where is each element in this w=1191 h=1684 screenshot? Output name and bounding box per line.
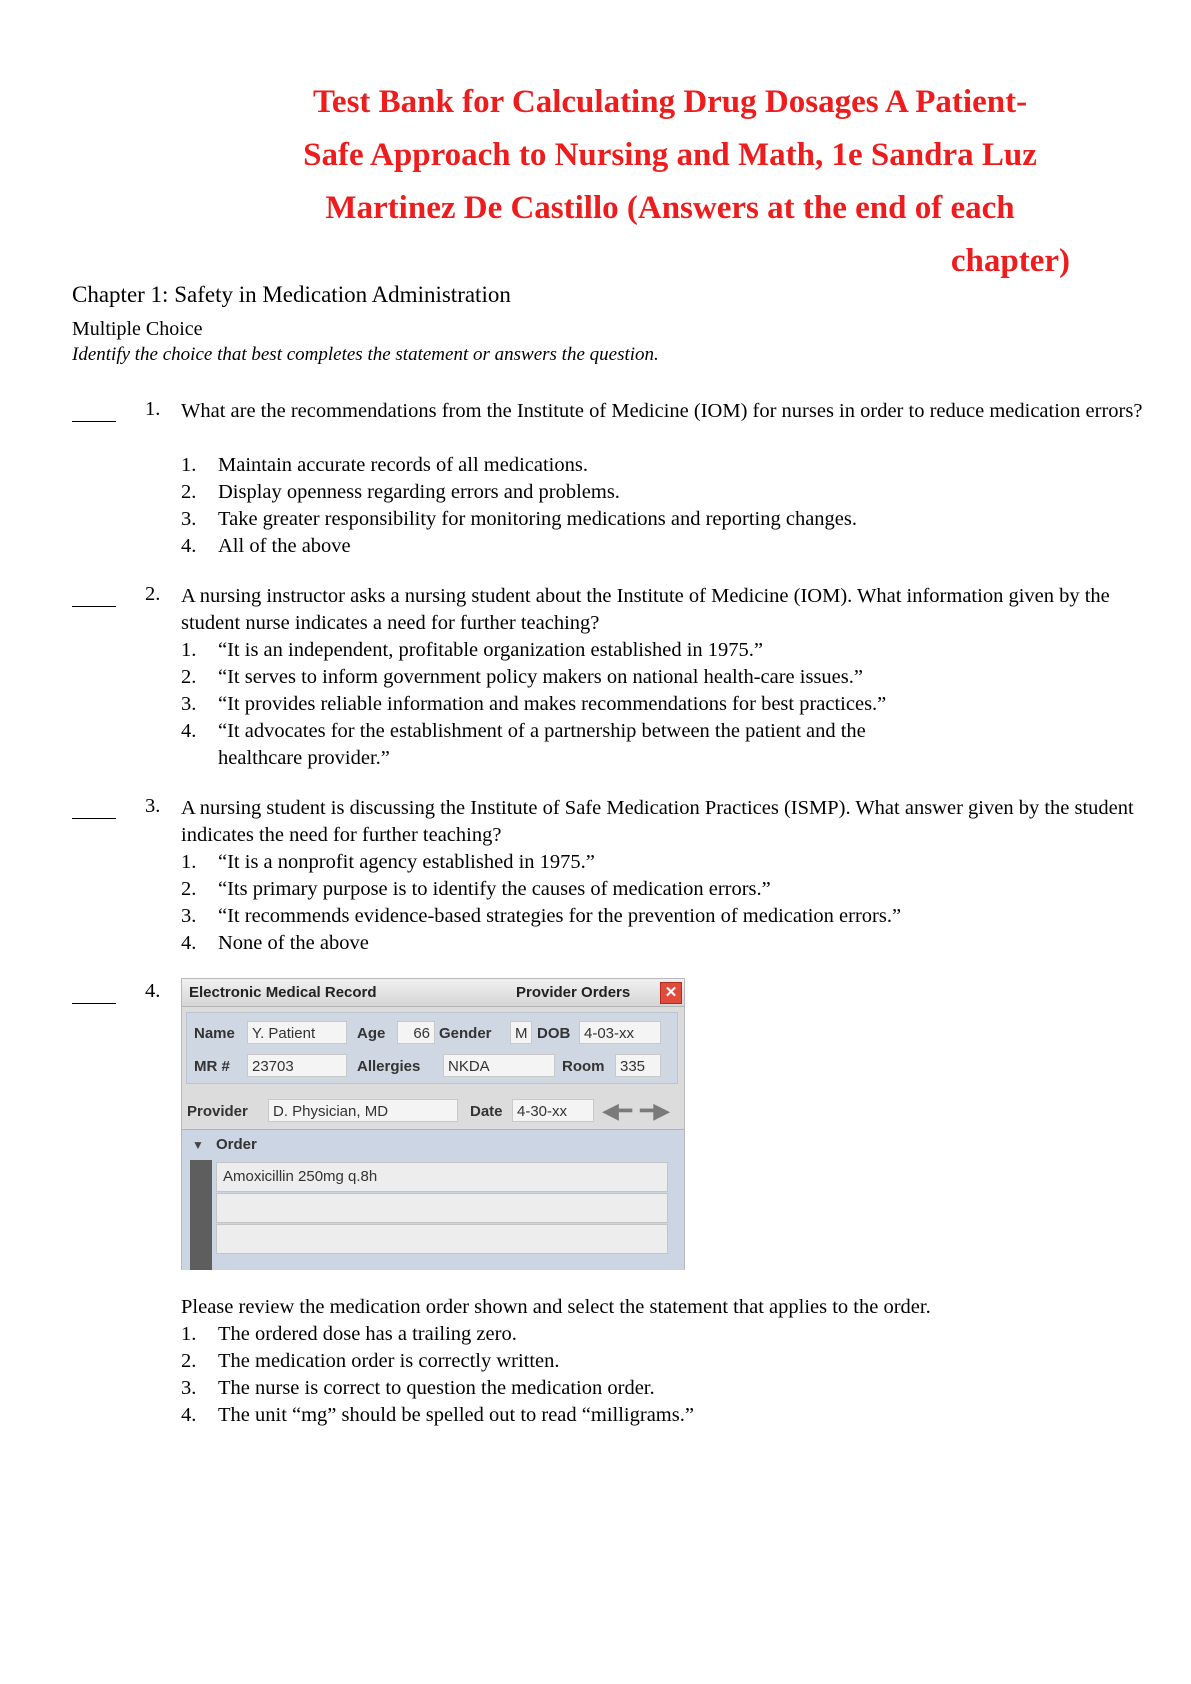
- option-number: 3.: [181, 693, 197, 715]
- option: [181, 664, 941, 691]
- option-text: “It serves to inform government policy makers on national health-care issues.”: [218, 666, 863, 688]
- option-list: [181, 1321, 1131, 1429]
- option-text: “It recommends evidence-based strategies for the prevention of medication errors.”: [218, 905, 902, 927]
- dob-label: DOB: [537, 1025, 571, 1042]
- chapter-heading: Chapter 1: Safety in Medication Administration: [72, 282, 511, 307]
- question-stem: Please review the medication order shown and select the statement that applies to the order.: [181, 1296, 931, 1318]
- title-line-4: chapter): [950, 243, 1070, 279]
- allergies-label: Allergies: [357, 1058, 421, 1075]
- order-label: Order: [216, 1136, 257, 1153]
- mr-field: 23703: [247, 1054, 347, 1077]
- emr-title-bar: [182, 979, 684, 1007]
- answer-blank[interactable]: [72, 980, 116, 1004]
- option: [181, 718, 941, 772]
- allergies-field: NKDA: [443, 1054, 555, 1077]
- order-row: [216, 1224, 668, 1254]
- option: [181, 452, 1131, 479]
- option-list: [181, 637, 941, 772]
- option-text: All of the above: [218, 535, 351, 557]
- question-number: 4.: [145, 980, 161, 1002]
- dob-field: 4-03-xx: [579, 1021, 661, 1044]
- option-number: 2.: [181, 481, 197, 503]
- title-line-3: Martinez De Castillo (Answers at the end of each: [325, 190, 1015, 226]
- option-number: 4.: [181, 932, 197, 954]
- document-title: [255, 76, 1085, 288]
- option-list: [181, 849, 1131, 957]
- option-number: 2.: [181, 666, 197, 688]
- instructions: Identify the choice that best completes the statement or answers the question.: [72, 344, 659, 365]
- collapse-triangle-icon[interactable]: ▼: [192, 1138, 204, 1152]
- mr-label: MR #: [194, 1058, 230, 1075]
- name-label: Name: [194, 1025, 235, 1042]
- option-text: The ordered dose has a trailing zero.: [218, 1323, 517, 1345]
- option-text: Display openness regarding errors and problems.: [218, 481, 620, 503]
- order-row: Amoxicillin 250mg q.8h: [216, 1162, 668, 1192]
- option-text: Maintain accurate records of all medications.: [218, 454, 588, 476]
- patient-info-panel: [186, 1012, 678, 1084]
- question-stem: A nursing student is discussing the Institute of Safe Medication Practices (ISMP). What answer given by the student indicates the need for further teaching?: [181, 797, 1134, 846]
- option-text: Take greater responsibility for monitoring medications and reporting changes.: [218, 508, 858, 530]
- answer-blank[interactable]: [72, 583, 116, 607]
- question-stem: What are the recommendations from the Institute of Medicine (IOM) for nurses in order to reduce medication errors?: [181, 400, 1143, 422]
- date-label: Date: [470, 1103, 503, 1120]
- close-icon[interactable]: ✕: [660, 982, 682, 1004]
- back-arrow-icon[interactable]: ◀━: [602, 1098, 633, 1123]
- option: [181, 506, 1131, 533]
- option: [181, 1321, 1131, 1348]
- option-text: “Its primary purpose is to identify the causes of medication errors.”: [218, 878, 771, 900]
- gender-field: M: [510, 1021, 532, 1044]
- room-field: 335: [615, 1054, 661, 1077]
- option-text: “It provides reliable information and makes recommendations for best practices.”: [218, 693, 887, 715]
- order-row: [216, 1193, 668, 1223]
- date-field: 4-30-xx: [512, 1099, 594, 1122]
- option-text: “It advocates for the establishment of a partnership between the patient and the healthcare provider.”: [218, 720, 866, 769]
- option-list: [181, 452, 1131, 560]
- title-line-1: Test Bank for Calculating Drug Dosages A Patient-: [312, 84, 1028, 120]
- option-text: The medication order is correctly written.: [218, 1350, 560, 1372]
- order-section: [182, 1129, 684, 1270]
- answer-blank[interactable]: [72, 398, 116, 422]
- option-text: “It is an independent, profitable organization established in 1975.”: [218, 639, 763, 661]
- option-number: 4.: [181, 720, 197, 742]
- provider-label: Provider: [187, 1103, 248, 1120]
- option: [181, 479, 1131, 506]
- gender-label: Gender: [439, 1025, 492, 1042]
- answer-blank[interactable]: [72, 795, 116, 819]
- option-text: None of the above: [218, 932, 369, 954]
- provider-orders-title: Provider Orders: [516, 984, 631, 1001]
- option-text: The nurse is correct to question the medication order.: [218, 1377, 655, 1399]
- option-number: 2.: [181, 1350, 197, 1372]
- option: [181, 849, 1131, 876]
- option-number: 4.: [181, 1404, 197, 1426]
- question-number: 1.: [145, 398, 161, 420]
- option: [181, 1402, 1131, 1429]
- option: [181, 876, 1131, 903]
- provider-field: D. Physician, MD: [268, 1099, 458, 1122]
- name-field: Y. Patient: [247, 1021, 347, 1044]
- age-field: 66: [397, 1021, 435, 1044]
- option: [181, 903, 1131, 930]
- order-sidebar: [190, 1160, 212, 1270]
- option-number: 1.: [181, 1323, 197, 1345]
- option-number: 1.: [181, 454, 197, 476]
- option: [181, 930, 1131, 957]
- option-number: 3.: [181, 508, 197, 530]
- question-number: 3.: [145, 795, 161, 817]
- option-number: 3.: [181, 905, 197, 927]
- room-label: Room: [562, 1058, 605, 1075]
- option: [181, 533, 1131, 560]
- option-number: 3.: [181, 1377, 197, 1399]
- option-number: 1.: [181, 851, 197, 873]
- question-stem: A nursing instructor asks a nursing student about the Institute of Medicine (IOM). What information given by the student nurse indicates a need for further teaching?: [181, 585, 1110, 634]
- option-number: 4.: [181, 535, 197, 557]
- option: [181, 1375, 1131, 1402]
- option: [181, 691, 941, 718]
- section-label: Multiple Choice: [72, 318, 203, 340]
- emr-window: [181, 978, 685, 1270]
- title-line-2: Safe Approach to Nursing and Math, 1e Sandra Luz: [303, 137, 1037, 173]
- forward-arrow-icon[interactable]: ━▶: [640, 1098, 671, 1123]
- option-number: 1.: [181, 639, 197, 661]
- age-label: Age: [357, 1025, 386, 1042]
- option-text: “It is a nonprofit agency established in 1975.”: [218, 851, 595, 873]
- emr-title: Electronic Medical Record: [189, 984, 377, 1001]
- question-number: 2.: [145, 583, 161, 605]
- option: [181, 637, 941, 664]
- option: [181, 1348, 1131, 1375]
- option-number: 2.: [181, 878, 197, 900]
- option-text: The unit “mg” should be spelled out to read “milligrams.”: [218, 1404, 694, 1426]
